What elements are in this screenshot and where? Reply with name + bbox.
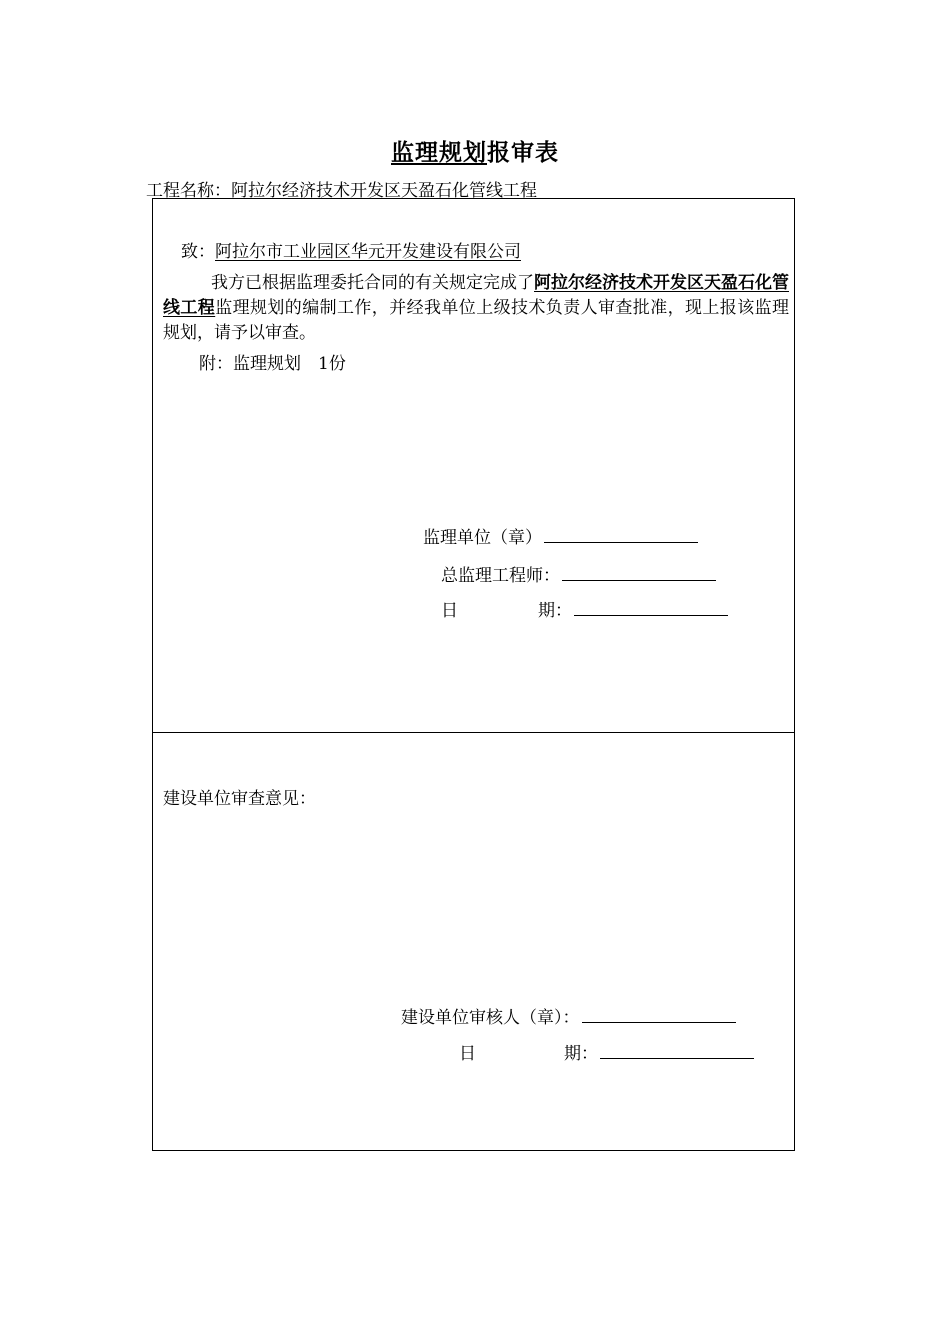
review-date-row	[459, 1039, 754, 1064]
sign-date-label-2: 期：	[538, 601, 572, 621]
signature-date-row	[441, 596, 728, 621]
body-project-name: 阿拉尔经济技术开发区天盈石化管线工程	[163, 273, 789, 318]
sign-date-blank[interactable]	[574, 601, 728, 616]
review-date-label-2: 期：	[564, 1044, 598, 1064]
sign-unit-label: 监理单位（章）	[423, 528, 542, 548]
body-paragraph	[163, 271, 789, 346]
addressee-org: 阿拉尔市工业园区华元开发建设有限公司	[215, 242, 521, 262]
body-suffix: 监理规划的编制工作，并经我单位上级技术负责人审查批准，现上报该监理规划，请予以审查。	[163, 298, 790, 343]
reviewer-blank[interactable]	[582, 1008, 736, 1023]
attachment-line: 附：监理规划 1份	[199, 354, 346, 374]
project-name: 阿拉尔经济技术开发区天盈石化管线工程	[231, 181, 537, 201]
form-box	[152, 198, 795, 1151]
reviewer-label: 建设单位审核人（章）：	[401, 1008, 580, 1028]
review-date-label-1: 日	[459, 1044, 476, 1064]
reviewer-row	[401, 1003, 736, 1028]
project-label: 工程名称：	[146, 181, 231, 201]
sign-date-label-1: 日	[441, 601, 458, 621]
title-rest: 报审表	[487, 140, 559, 166]
signature-engineer-row	[441, 561, 716, 586]
sign-engineer-blank[interactable]	[562, 566, 716, 581]
page-title	[0, 134, 950, 167]
supervision-section	[153, 199, 794, 733]
addressee-line	[181, 237, 521, 262]
review-date-blank[interactable]	[600, 1044, 754, 1059]
to-label: 致：	[181, 242, 215, 262]
sign-unit-blank[interactable]	[544, 528, 698, 543]
title-underlined: 监理规划	[391, 140, 487, 166]
opinion-label: 建设单位审查意见：	[163, 789, 316, 809]
body-prefix: 我方已根据监理委托合同的有关规定完成了	[211, 273, 534, 293]
signature-unit-row	[423, 523, 698, 548]
owner-review-section	[153, 733, 794, 1150]
sign-engineer-label: 总监理工程师：	[441, 566, 560, 586]
